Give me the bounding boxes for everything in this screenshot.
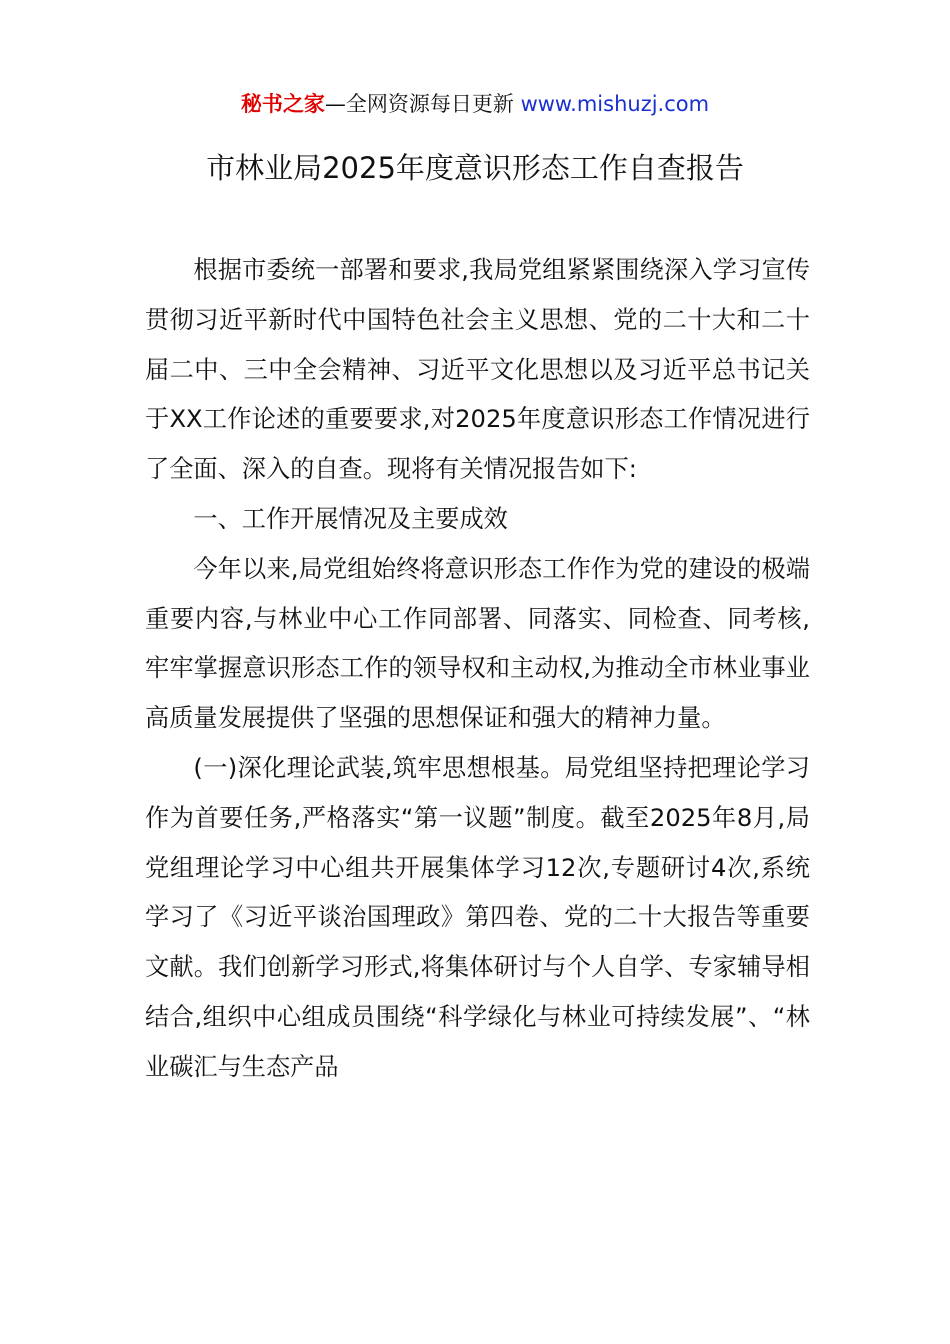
paragraph-overview: 今年以来,局党组始终将意识形态工作作为党的建设的极端重要内容,与林业中心工作同部署、同落实、同检查、同考核,牢牢掌握意识形态工作的领导权和主动权,为推动全市林业事业高质量发展提供了坚强的思想保证和强大的精神力量。: [145, 554, 810, 733]
site-header-banner: [0, 88, 950, 120]
paragraph-subsection-1: (一)深化理论武装,筑牢思想根基。局党组坚持把理论学习作为首要任务,严格落实“第一议题”制度。截至2025年8月,局党组理论学习中心组共开展集体学习12次,专题研讨4次,系统学习了《习近平谈治国理政》第四卷、党的二十大报告等重要文献。我们创新学习形式,将集体研讨与个人自学、专家辅导相结合,组织中心组成员围绕“科学绿化与林业可持续发展”、“林业碳汇与生态产品: [145, 753, 810, 1081]
site-url-link[interactable]: www.mishuzj.com: [520, 92, 710, 116]
paragraph-intro: 根据市委统一部署和要求,我局党组紧紧围绕深入学习宣传贯彻习近平新时代中国特色社会主义思想、党的二十大和二十届二中、三中全会精神、习近平文化思想以及习近平总书记关于XX工作论述的重要要求,对2025年度意识形态工作情况进行了全面、深入的自查。现将有关情况报告如下:: [145, 256, 810, 484]
document-title: 市林业局2025年度意识形态工作自查报告: [206, 151, 744, 185]
site-tagline: —全网资源每日更新: [324, 92, 521, 116]
document-body: [145, 246, 810, 1093]
site-brand-name: 秘书之家: [240, 92, 325, 116]
section-heading-1: 一、工作开展情况及主要成效: [193, 504, 508, 533]
